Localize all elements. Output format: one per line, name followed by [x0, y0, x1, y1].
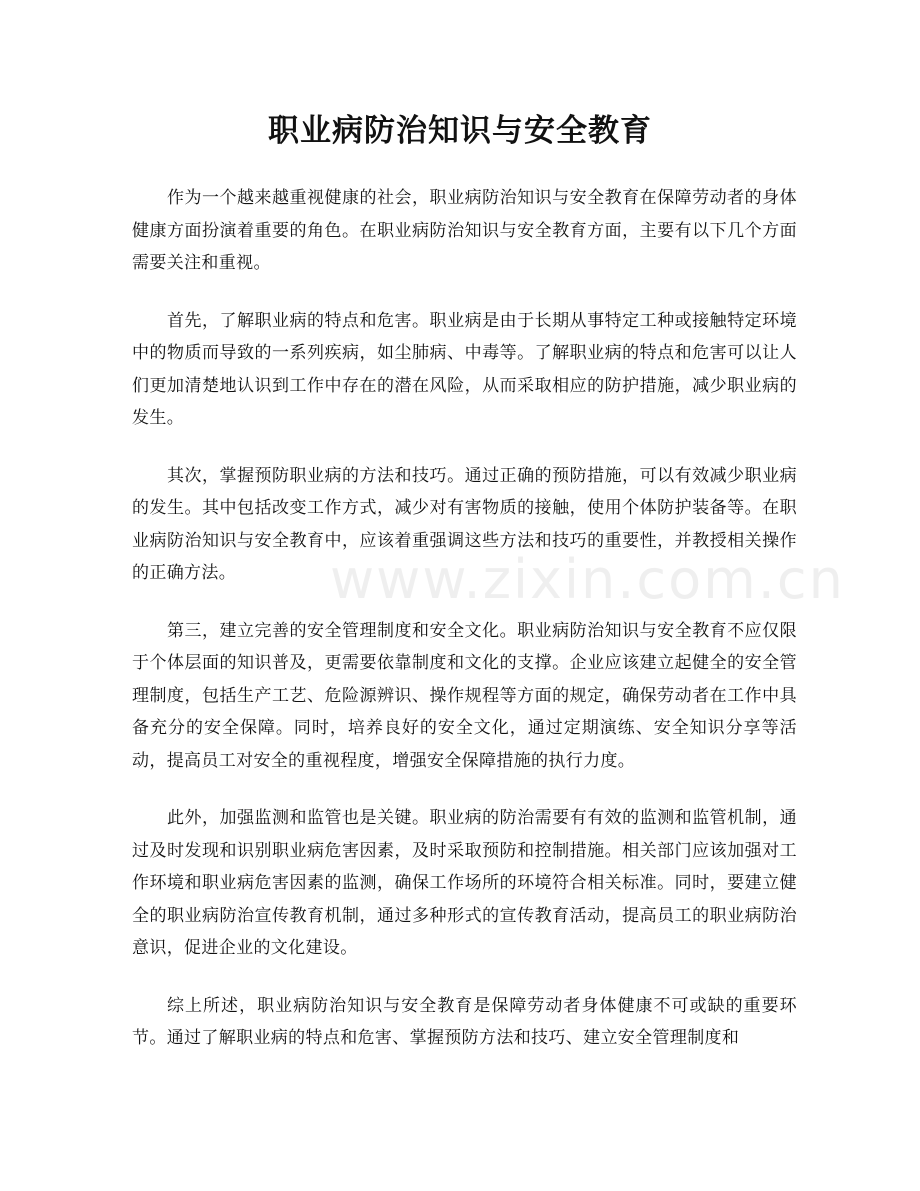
paragraph-summary: 综上所述，职业病防治知识与安全教育是保障劳动者身体健康不可或缺的重要环节。通过了解职业病的特点和危害、掌握预防方法和技巧、建立安全管理制度和: [132, 995, 797, 1048]
document-title: 职业病防治知识与安全教育: [268, 113, 652, 149]
document-body: [132, 182, 797, 1080]
watermark-text: www.zixin.com.cn: [330, 548, 845, 611]
paragraph-third: 第三，建立完善的安全管理制度和安全文化。职业病防治知识与安全教育不应仅限于个体层面的知识普及，更需要依靠制度和文化的支撑。企业应该建立起健全的安全管理制度，包括生产工艺、危险源辨识、操作规程等方面的规定，确保劳动者在工作中具备充分的安全保障。同时，培养良好的安全文化，通过定期演练、安全知识分享等活动，提高员工对安全的重视程度，增强安全保障措施的执行力度。: [132, 620, 797, 771]
paragraph-intro: 作为一个越来越重视健康的社会，职业病防治知识与安全教育在保障劳动者的身体健康方面扮演着重要的角色。在职业病防治知识与安全教育方面，主要有以下几个方面需要关注和重视。: [132, 188, 797, 273]
paragraph-first: 首先，了解职业病的特点和危害。职业病是由于长期从事特定工种或接触特定环境中的物质而导致的一系列疾病，如尘肺病、中毒等。了解职业病的特点和危害可以让人们更加清楚地认识到工作中存在的潜在风险，从而采取相应的防护措施，减少职业病的发生。: [132, 310, 797, 428]
paragraph-fourth: 此外，加强监测和监管也是关键。职业病的防治需要有有效的监测和监管机制，通过及时发现和识别职业病危害因素，及时采取预防和控制措施。相关部门应该加强对工作环境和职业病危害因素的监测，确保工作场所的环境符合相关标准。同时，要建立健全的职业病防治宣传教育机制，通过多种形式的宣传教育活动，提高员工的职业病防治意识，促进企业的文化建设。: [132, 808, 797, 958]
paragraph-second: 其次，掌握预防职业病的方法和技巧。通过正确的预防措施，可以有效减少职业病的发生。其中包括改变工作方式，减少对有害物质的接触，使用个体防护装备等。在职业病防治知识与安全教育中，应该着重强调这些方法和技巧的重要性，并教授相关操作的正确方法。: [132, 465, 797, 583]
